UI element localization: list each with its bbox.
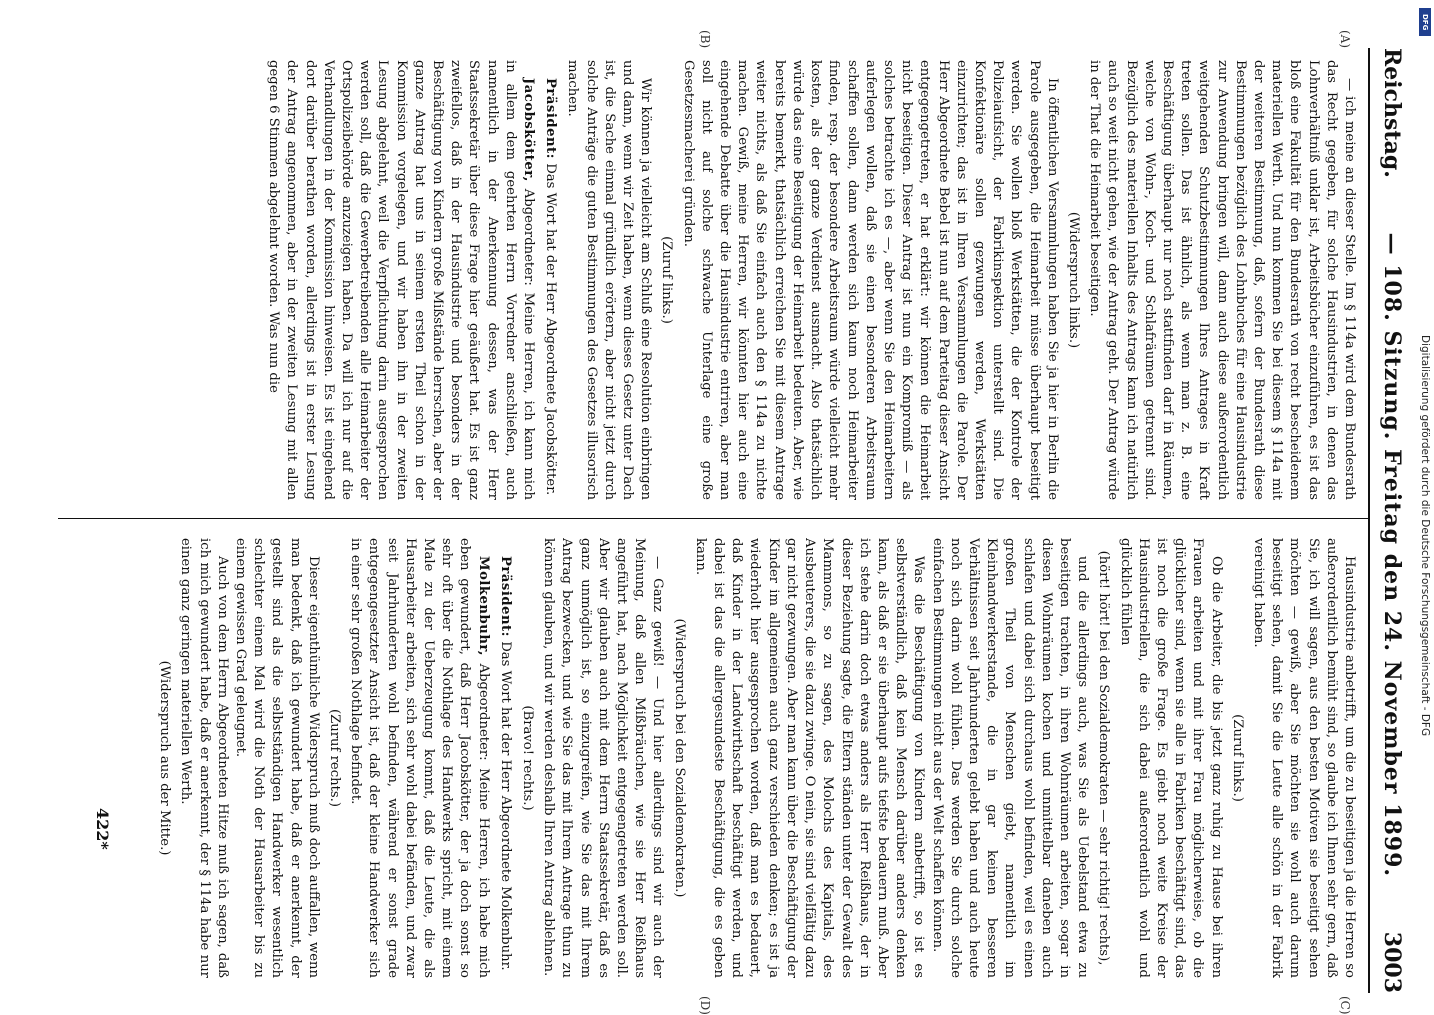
left-column: [58, 60, 1358, 500]
text-paragraph: und die allerdings auch, was Sie als Uebelstand etwa zu beseitigen trachten, in ihren Wohnräumen arbeiten, sogar in diesen Wohnräumen kochen und unmittelbar daneben auch schlafen und dabei sich durchaus wohl befinden, weil es einen großen Theil von Menschen giebt, namentlich im Kleinhandwerkerstande, die in gar keinen besseren Verhältnissen seit Jahrhunderten gelebt haben und auch heute noch sich darin wohl fühlen. Das werden Sie durch solche einfachen Bestimmungen nicht aus der Welt schaffen können.: [929, 538, 1091, 978]
speech-text: Das Wort hat der Herr Abgeordnete Jacobskötter.: [543, 163, 559, 496]
header-rule: [1368, 48, 1370, 993]
speaker-name: Molkenbuhr,: [475, 556, 491, 656]
right-column: [58, 538, 1358, 978]
interjection: (Bravo! rechts.): [520, 705, 536, 811]
interjection: (hört! hört! bei den Sozialdemokraten — sehr richtig! rechts),: [1096, 550, 1112, 966]
speech-paragraph: [496, 538, 514, 978]
page-header: [1372, 48, 1412, 993]
margin-marker-b: (B): [698, 30, 712, 49]
speaker-name: Präsident:: [543, 78, 559, 160]
speech-text: Abgeordneter: Meine Herren, ich kann mich in allem dem geehrten Herrn Vorredner anschließen, auch namentlich in der Anerkennung dessen, was der Herr Staatssekretär über diese Frage hier geäußert hat. Es ist ganz zweifellos, daß in der Hausindustrie und besonders in der Beschäftigung von Kindern große Mißstände herrschen, aber der ganze Antrag hat uns in seinem ersten Theil schon in der Kommission vorgelegen, und wir haben ihn in der zweiten Lesung abgelehnt, weil die Verpflichtung darin ausgesprochen werden soll, daß die Gewerbetreibenden alle Heimarbeiter der Ortspolizeibehörde anzuzeigen haben. Da will ich nur auf die Verhandlungen in der Kommission hinweisen. Es ist eingehend dort darüber berathen worden, allerdings ist in erster Lesung der Antrag angenommen, aber in der zweiten Lesung mit allen gegen 6 Stimmen abgelehnt worden. Was nun die: [266, 60, 537, 500]
margin-marker-d: (D): [698, 996, 712, 1015]
speech-paragraph: [541, 60, 559, 500]
interjection: (Widerspruch aus der Mitte.): [157, 660, 173, 856]
speech-text: Das Wort hat der Herr Abgeordnete Molkenbuhr.: [497, 641, 513, 971]
text-paragraph: — Ganz gewiß! — Und hier allerdings sind wir auch der Meinung, daß allen Mißbräuchen, wie sie Herr Reißhaus angeführt hat, nach Möglichkeit entgegengetreten werden soll. Aber wir glauben auch mit dem Herrn Staatssekretär, daß es ganz unmöglich ist, so einzugreifen, wie Sie das mit Ihrem Antrag bezwecken, und wie Sie das mit Ihrem Antrage thun zu können glauben, und wir werden deshalb Ihren Antrag ablehnen.: [541, 538, 666, 978]
text-paragraph: Ob die Arbeiter, die bis jetzt ganz ruhig zu Hause bei ihren Frauen arbeiten und mit ihrer Frau möglicherweise, ob die glücklicher sind, wenn sie alle in Fabriken beschäftigt sind, das ist noch die große Frage. Es giebt noch weite Kreise der Hausindustriellen, die sich dabei außerordentlich wohl und glücklich fühlen: [1117, 538, 1224, 978]
interjection: (Zuruf links.): [659, 236, 675, 324]
interjection: (Zuruf links.): [1229, 714, 1245, 802]
text-paragraph: — ich meine an dieser Stelle. Im § 114a wird dem Bundesrath das Recht gegeben, für solche Hausindustrien, in denen das Lohnverhältniß unklar ist, Arbeitsbücher einzuführen, es ist das bloß eine Fakultät für den Bundesrath von recht bescheidenem materiellen Werth. Und nun kommen Sie bei diesem § 114a mit der weiteren Bestimmung, daß, sofern der Bundesrath diese Bestimmungen bezüglich des Lohnbuches für eine Hausindustrie zur Anwendung bringen will, dann auch diese außerordentlich weitgehenden Schutzbestimmungen Ihres Antrages in Kraft treten sollen. Das ist ähnlich, als wenn man z. B. eine Beschäftigung überhaupt nur noch stattfinden darf in Räumen, welche von Wohn-, Koch- und Schlafräumen getrennt sind. Bezüglich des materiellen Inhalts des Antrags kann ich natürlich auch so weit nicht gehen, wie der Antrag geht. Der Antrag würde in der That die Heimarbeit beseitigen.: [1087, 60, 1357, 500]
speech-paragraph: [264, 60, 537, 500]
speech-paragraph: [346, 538, 492, 978]
text-paragraph: Hausindustrie anbetrifft, um die zu beseitigen ja die Herren so außerordentlich bemüht sind, so glaube ich Ihnen sehr gern, daß Sie, ich will sagen, aus den besten Motiven sie beseitigt sehen möchten — gewiß, aber Sie möchten sie wohl auch darum beseitigt sehen, damit Sie die Leute alle schön in der Fabrik vereinigt haben.: [1250, 538, 1357, 978]
interjection: (Zuruf rechts.): [327, 708, 343, 808]
interjection: (Widerspruch bei den Sozialdemokraten.): [671, 618, 687, 898]
page-number: 3003: [1379, 931, 1405, 993]
speaker-name: Präsident:: [497, 556, 513, 638]
header-left-label: Reichstag.: [1379, 48, 1405, 178]
text-paragraph: Was die Beschäftigung von Kindern anbetrifft, so ist es selbstverständlich, daß kein Mensch darüber anders denken kann, als daß er sie überhaupt aufs tiefste bedauern muß. Aber ich stehe darin doch etwas anders als Herr Reißhaus, der in dieser Beziehung sagte, die Eltern ständen unter der Gewalt des Mammons, so zu sagen, des Molochs des Kapitals, des Ausbeuterers, die sie dazu zwinge. O nein, sie sind vielfältig dazu gar nicht gezwungen. Aber man kann über die Beschäftigung der Kinder im allgemeinen auch ganz verschieden denken; es ist ja wiederholt hier ausgesprochen worden, daß man es bedauert, daß Kinder in der Landwirthschaft beschäftigt werden, und dabei ist das die allergesundeste Beschäftigung, die es geben kann.: [692, 538, 927, 978]
text-paragraph: Auch von dem Herrn Abgeordneten Hitze muß ich sagen, daß ich mich gewundert habe, daß er anerkennt, der § 114a habe nur einen ganz geringen materiellen Werth.: [178, 538, 230, 978]
column-divider: [58, 518, 1368, 519]
header-title: — 108. Sitzung. Freitag den 24. November 1899.: [1379, 232, 1405, 878]
interjection: (Widerspruch links.): [1065, 211, 1081, 349]
digitization-strip: [1418, 5, 1432, 995]
text-paragraph: Wir können ja vielleicht am Schluß eine Resolution einbringen und dann, wenn wir Zeit haben, wenn dieses Gesetz unter Dach ist, die Sache einmal gründlich erörtern, aber nicht jetzt durch solche Anträge die guten Bestimmungen des Gesetzes illusorisch machen.: [565, 60, 654, 500]
document-page: [42, 30, 1412, 1015]
margin-marker-a: (A): [1338, 30, 1352, 49]
speaker-name: Jacobskötter,: [521, 78, 537, 182]
margin-marker-c: (C): [1338, 996, 1352, 1015]
signature-mark: 422*: [93, 808, 112, 850]
digitization-notice: Digitalisierung gefördert durch die Deutsche Forschungsgemeinschaft - DFG: [1419, 335, 1431, 737]
text-paragraph: In öffentlichen Versammlungen haben Sie ja hier in Berlin die Parole ausgegeben, die Heimarbeit müsse überhaupt beseitigt werden. Sie wollen bloß Werkstätten, die der Kontrole der Polizeiaufsicht, der Fabrikinspektion unterstellt sind. Die Konfektionäre sollen gezwungen werden, Werkstätten einzurichten; das ist in Ihren Versammlungen die Parole. Der Herr Abgeordnete Bebel ist nun auf dem Parteitag dieser Ansicht entgegengetreten, er hat erklärt: wir können die Heimarbeit nicht beseitigen. Dieser Antrag ist nun ein Kompromiß — als solches betrachte ich es —, aber wenn Sie den Heimarbeitern auferlegen wollen, daß sie einen besonderen Arbeitsraum schaffen sollen, dann werden sich kaum noch Heimarbeiter finden, resp. der besondere Arbeitsraum würde vielleicht mehr kosten, als der ganze Verdienst ausmacht. Also thatsächlich würde das eine Beseitigung der Heimarbeit bedeuten. Aber, wie bereits bemerkt, thatsächlich erreichen Sie mit diesem Antrage weiter nichts, als daß Sie einfach auch den § 114a zu nichte machen. Gewiß, meine Herren, wir könnten hier auch eine eingehende Debatte über die Hausindustrie entriren, aber man soll nicht auf solche schwache Unterlage eine große Gesetzesmacherei gründen.: [680, 60, 1060, 500]
dfg-logo-icon: DFG: [1419, 8, 1431, 36]
text-paragraph: Dieser eigenthümliche Widerspruch muß doch auffallen, wenn man bedenkt, daß ich gewundert habe, daß er anerkennt, der gestellt sind als die selbstständigen Handwerker wesentlich schlechter einem Mal wird die Noth der Hausarbeiter bis zu einem gewissen Grad geleugnet.: [233, 538, 321, 978]
speech-text: Abgeordneter: Meine Herren, ich habe mich eben gewundert, daß Herr Jacobskötter, der ja doch sonst so sehr oft über die Nothlage des Handwerks spricht, mit einem Male zu der Ueberzeugung kommt, daß die Leute, die als Hausarbeiter arbeiten, sich sehr wohl dabei befänden, und zwar seit Jahrhunderten wohl befinden, während er sonst grade entgegengesetzter Ansicht ist, daß der kleine Handwerker sich in einer sehr großen Nothlage befindet.: [348, 538, 491, 978]
